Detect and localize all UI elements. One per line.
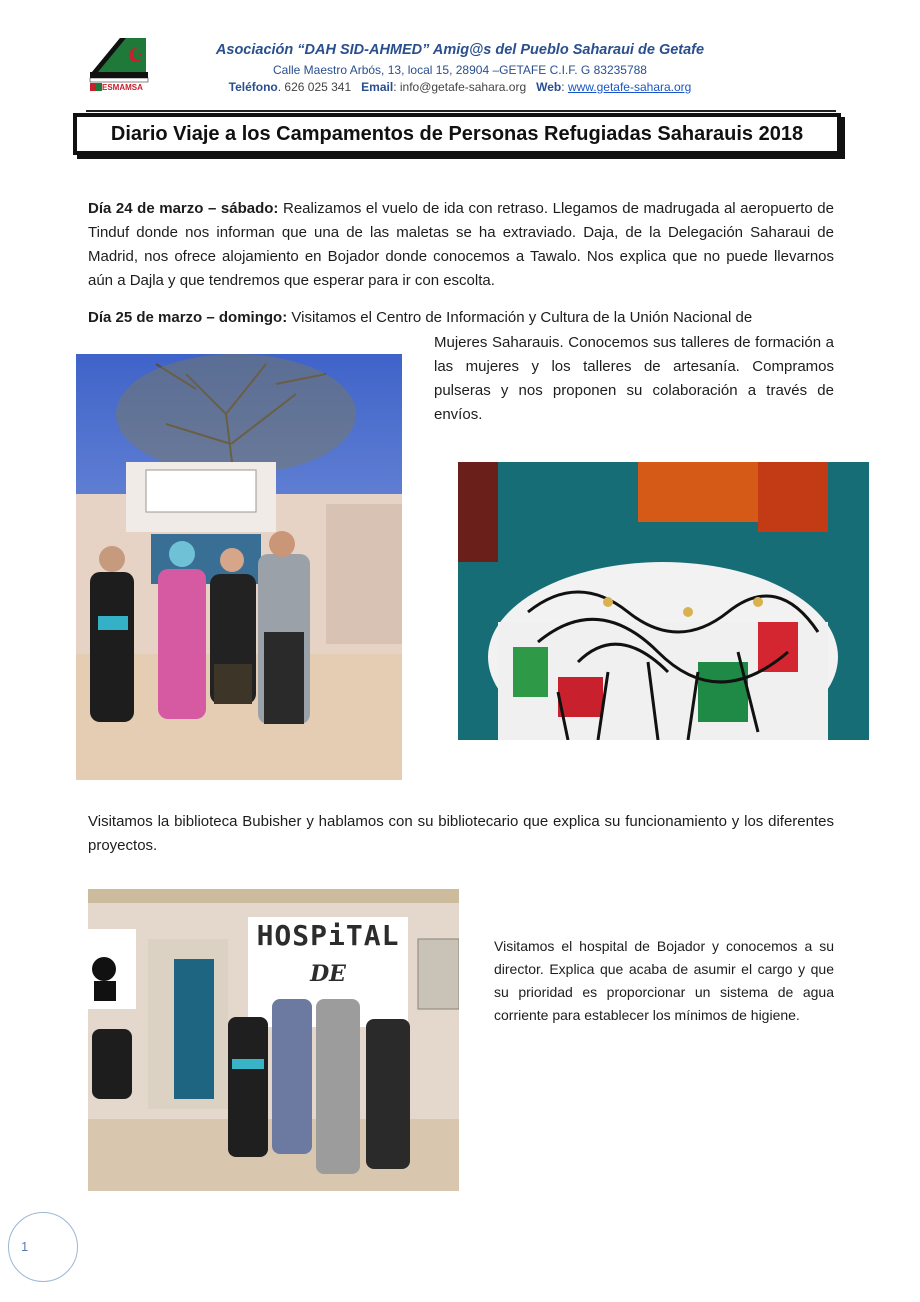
day-24-paragraph [88, 197, 834, 293]
web-link[interactable]: www.getafe-sahara.org [567, 80, 692, 94]
hospital-sign: HOSPiTAL [256, 919, 400, 952]
organization-address: Calle Maestro Arbós, 13, local 15, 28904 –GETAFE C.I.F. G 83235788 [273, 63, 647, 77]
photo-crafts-table [458, 462, 869, 740]
day-25-continued: Mujeres Saharauis. Conocemos sus talleres de formación a las mujeres y los talleres de artesanía. Compramos pulseras y nos proponen su colaboración a través de envíos. [434, 334, 834, 423]
hospital-paragraph: Visitamos el hospital de Bojador y conocemos a su director. Explica que acaba de asumir el cargo y que su prioridad es proporcionar un sistema de agua corriente para establecer los mínimos de higiene. [494, 938, 834, 1023]
page-number: 1 [21, 1239, 29, 1254]
association-logo [86, 34, 152, 94]
day-24-text: Realizamos el vuelo de ida con retraso. Llegamos de madrugada al aeropuerto de Tinduf donde nos informan que una de las maletas se ha extraviado. Daja, de la Delegación Saharaui de Madrid, nos ofrece alojamiento en Bojador donde conocemos a Tawalo. Nos explica que no puede llevarnos aún a Dajla y que tendremos que esperar para ir con escolta. [88, 200, 834, 289]
email-label: Email [361, 80, 394, 94]
organization-contact [160, 80, 760, 94]
organization-name: Asociación “DAH SID-AHMED” Amig@s del Pueblo Saharaui de Getafe [215, 42, 705, 58]
photo-womens-center [76, 354, 402, 780]
photo-hospital [88, 889, 459, 1191]
web-separator: : [561, 80, 568, 94]
document-title: Diario Viaje a los Campamentos de Personas Refugiadas Saharauis 2018 [73, 113, 841, 155]
day-25-paragraph [88, 306, 834, 330]
web-label: Web [536, 80, 562, 94]
logo-text: ESMAMSA [102, 83, 143, 92]
page-number-badge [8, 1212, 78, 1282]
header-divider [86, 110, 836, 112]
phone-label: Teléfono [228, 80, 278, 94]
library-paragraph: Visitamos la biblioteca Bubisher y hablamos con su bibliotecario que explica su funcionamiento y los diferentes proyectos. [88, 813, 834, 854]
email-value[interactable]: : info@getafe-sahara.org [393, 80, 527, 94]
day-25-label: Día 25 de marzo – domingo: [88, 309, 288, 326]
day-25-text-first-line: Visitamos el Centro de Información y Cultura de la Unión Nacional de [287, 309, 753, 326]
hospital-sign-line-2: DE [310, 961, 346, 987]
day-24-label: Día 24 de marzo – sábado: [88, 200, 279, 217]
phone-value: . 626 025 341 [277, 80, 352, 94]
